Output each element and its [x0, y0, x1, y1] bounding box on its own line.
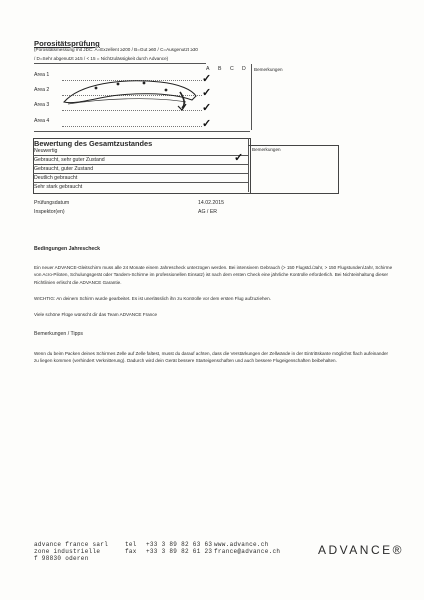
- footer-fax-label: fax: [125, 548, 137, 555]
- condition-row-2: Gebraucht, sehr guter Zustand: [34, 157, 105, 163]
- area-label-4: Area 4: [34, 118, 50, 124]
- porosity-remarks-header: Bemerkungen: [254, 67, 283, 72]
- footer-website-link[interactable]: www.advance.ch: [214, 541, 269, 548]
- advance-logo: ADVANCE®: [318, 543, 404, 557]
- footer-tel: +33 3 89 82 63 63: [146, 541, 213, 548]
- condition-row-5: Sehr stark gebraucht: [34, 184, 83, 190]
- porosity-remarks-divider: [251, 64, 252, 130]
- porosity-col-b: B: [218, 66, 222, 72]
- tips-paragraph: Wenn du beim Packen deines Schirmes Zelle auf Zelle faltest, musst du darauf achten, dass die Verstärkungen der Zellwände in der Eintrittskante möglichst flach aufeinander zu liegen kommen (verhindert Verknitterung). Dadurch wird dein Gerät bessere Starteigenschaften und auch bessere Flugeigenschaften beibehalten.: [34, 351, 389, 364]
- porosity-scale-line1: (Porositätsmessung mit JDC: A=Exzellent ≥200 / B=Gut ≥60 / C=Ausgenutzt ≥30: [34, 47, 198, 52]
- area-2-check-a: ✓: [202, 87, 212, 99]
- terms-paragraph-1: Ein neuer ADVANCE-Gleitschirm muss alle 24 Monate einem Jahrescheck unterzogen werden. Bei intensivem Gebrauch (> 150 Flugstd./Jahr, > 150 Flugstunden/Jahr, Schirme von Acro-Piloten, Schulungsgerät oder Tandem-Schirme im professionellen Einsatz) ist nach dem ersten Check eine jährliche Kontrolle erforderlich. Bei Nichteinhaltung dieser Richtlinien erlischt die ADVANCE Garantie.: [34, 265, 393, 285]
- area-label-1: Area 1: [34, 72, 50, 78]
- condition-remarks-box: [248, 145, 339, 194]
- porosity-scale-line2: / D=Sehr abgenutzt ≥15 / < 15 = Nichtzulässigkeit durch Advance): [34, 56, 169, 61]
- area-1-check-a: ✓: [202, 73, 212, 85]
- inspection-date-label: Prüfungsdatum: [34, 200, 70, 206]
- terms-title: Bedingungen Jahrescheck: [34, 246, 101, 252]
- footer-tel-label: tel: [125, 541, 137, 548]
- porosity-title: Porositätsprüfung: [34, 39, 100, 48]
- porosity-col-d: D: [242, 66, 246, 72]
- condition-row-rule-3: [33, 173, 249, 174]
- footer-fax: +33 3 89 82 61 23: [146, 548, 213, 555]
- inspector-value: AG / ER: [198, 209, 218, 215]
- condition-row-rule-2: [33, 164, 249, 165]
- inspection-date-value: 14.02.2015: [198, 200, 224, 206]
- footer-address-1: zone industrielle: [34, 548, 101, 555]
- porosity-bottom-rule: [34, 131, 250, 132]
- porosity-top-rule: [34, 63, 206, 64]
- area-label-2: Area 2: [34, 87, 50, 93]
- terms-paragraph-3: Viele schöne Flüge wünscht dir das Team ADVANCE France: [34, 312, 158, 317]
- condition-row-1: Neuwertig: [34, 148, 58, 154]
- inspector-label: Inspektor(en): [34, 209, 65, 215]
- porosity-col-c: C: [230, 66, 234, 72]
- condition-check: ✓: [234, 152, 244, 164]
- wing-profile-icon: [60, 74, 200, 124]
- area-label-3: Area 3: [34, 102, 50, 108]
- tips-title: Bemerkungen / Tipps: [34, 331, 84, 337]
- terms-paragraph-2: WICHTIG: An deinem Schirm wurde gearbeitet. Es ist unerlässlich ihn zu Kontrolle vor dem ersten Flug aufzuziehen.: [34, 296, 271, 301]
- porosity-col-a: A: [206, 66, 210, 72]
- area-4-check-a: ✓: [202, 118, 212, 130]
- condition-row-rule-4: [33, 182, 249, 183]
- condition-remarks-header: Bemerkungen: [252, 147, 281, 152]
- area-line-4: [62, 126, 202, 127]
- condition-row-rule-1: [33, 155, 249, 156]
- footer-email-link[interactable]: france@advance.ch: [214, 548, 281, 555]
- footer-company: advance france sarl: [34, 541, 109, 548]
- condition-row-3: Gebraucht, guter Zustand: [34, 166, 94, 172]
- condition-row-4: Deutlich gebraucht: [34, 175, 78, 181]
- footer-address-2: f 98830 oderen: [34, 555, 89, 562]
- area-3-check-a: ✓: [202, 102, 212, 114]
- condition-title: Bewertung des Gesamtzustandes: [34, 139, 153, 148]
